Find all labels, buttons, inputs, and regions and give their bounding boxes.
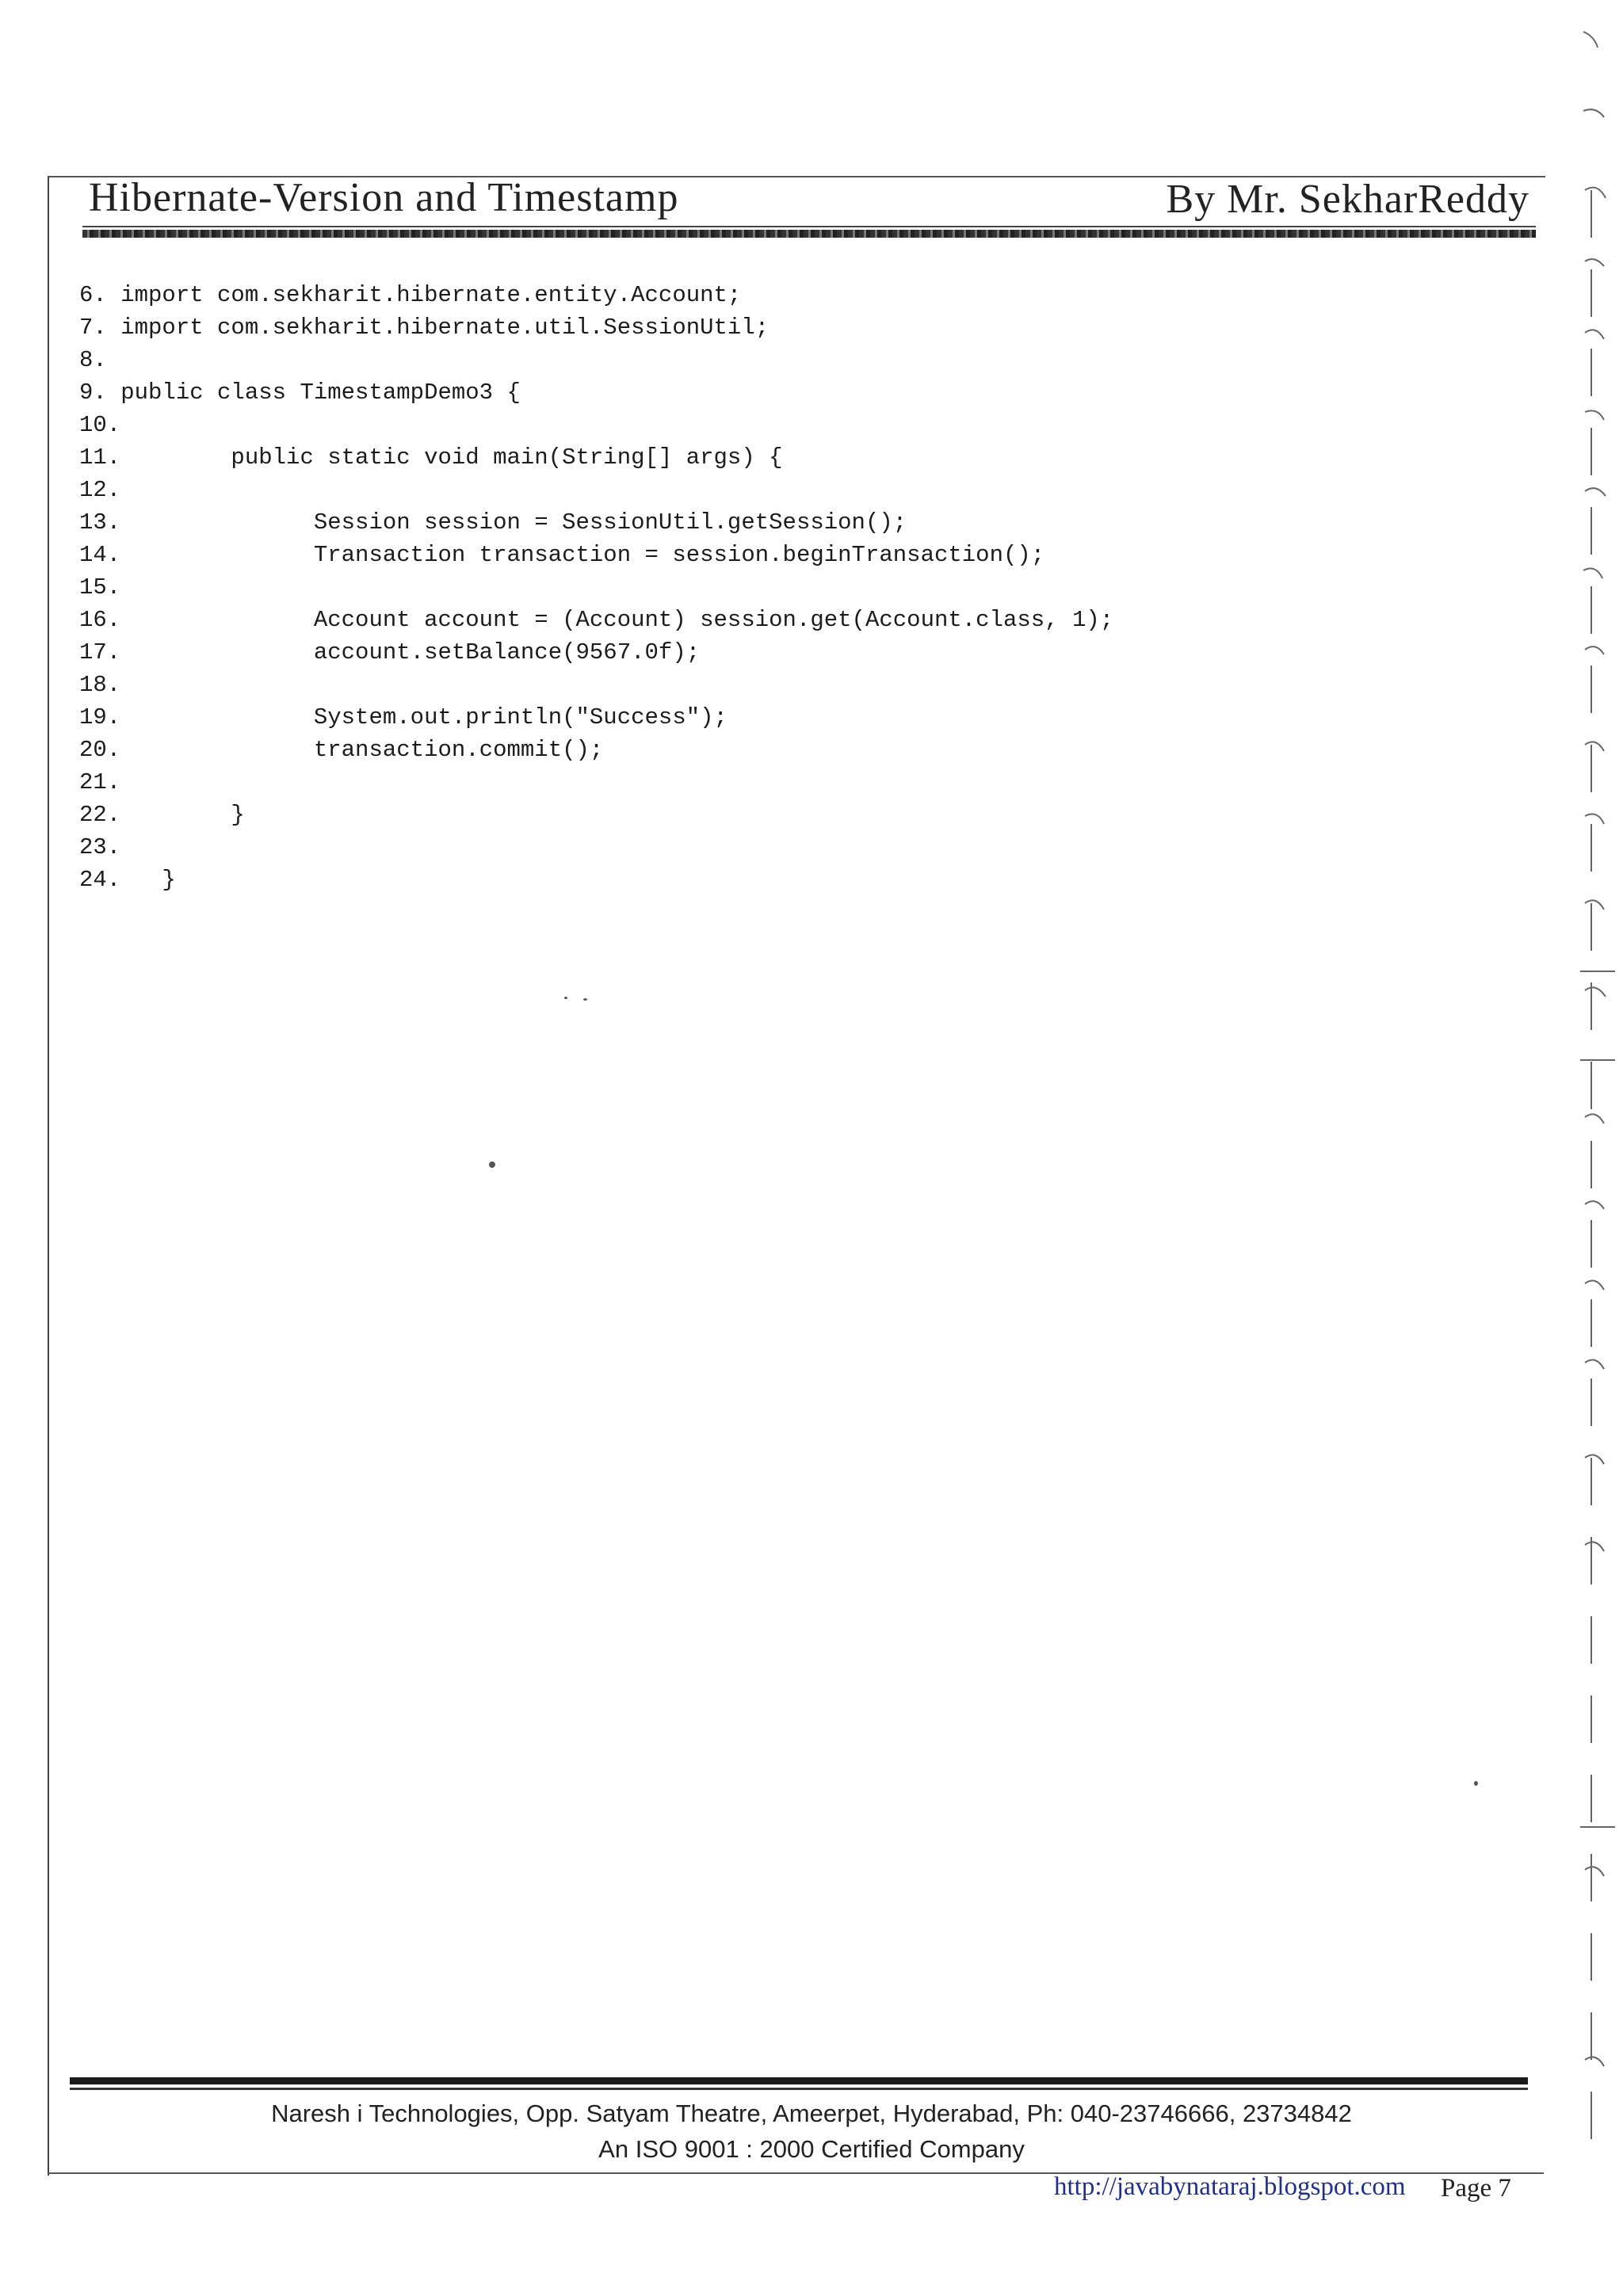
- code-line: 23.: [79, 834, 121, 860]
- footer-address: Naresh i Technologies, Opp. Satyam Theatre, Ameerpet, Hyderabad, Ph: 040-23746666, 23734842: [271, 2100, 1352, 2127]
- footer-rule: [70, 2077, 1528, 2084]
- code-line: 16. Account account = (Account) session.get(Account.class, 1);: [79, 607, 1114, 633]
- author-byline: By Mr. SekharReddy: [1166, 177, 1529, 222]
- code-line: 18.: [79, 672, 121, 698]
- code-line: 15.: [79, 574, 121, 601]
- page-number: Page 7: [1441, 2174, 1511, 2203]
- page-title: Hibernate-Version and Timestamp: [89, 175, 679, 220]
- footer-rule-thin: [70, 2088, 1528, 2090]
- code-line: 10.: [79, 412, 121, 438]
- code-line: 8.: [79, 347, 107, 373]
- scan-speck: [583, 998, 587, 1001]
- header-rule: [82, 230, 1536, 238]
- header-rule-thin: [82, 226, 1536, 227]
- code-line: 13. Session session = SessionUtil.getSession();: [79, 509, 907, 536]
- footer-certification: An ISO 9001 : 2000 Certified Company: [598, 2135, 1025, 2163]
- code-line: 17. account.setBalance(9567.0f);: [79, 639, 701, 666]
- code-line: 19. System.out.println("Success");: [79, 704, 727, 730]
- code-line: 24. }: [79, 867, 176, 893]
- code-line: 12.: [79, 477, 121, 503]
- code-line: 6. import com.sekharit.hibernate.entity.Account;: [79, 282, 742, 308]
- code-line: 22. }: [79, 802, 245, 828]
- code-listing: [79, 279, 1113, 896]
- code-line: 9. public class TimestampDemo3 {: [79, 379, 521, 406]
- code-line: 21.: [79, 769, 121, 795]
- scan-speck: [1474, 1781, 1478, 1786]
- scan-speck: [564, 997, 567, 999]
- code-line: 20. transaction.commit();: [79, 737, 604, 763]
- code-line: 14. Transaction transaction = session.beginTransaction();: [79, 542, 1045, 568]
- code-line: 7. import com.sekharit.hibernate.util.SessionUtil;: [79, 315, 769, 341]
- spiral-binding-marks: [1536, 0, 1623, 2296]
- code-line: 11. public static void main(String[] args) {: [79, 444, 783, 471]
- blog-link[interactable]: http://javabynataraj.blogspot.com: [1054, 2172, 1406, 2201]
- scan-speck: [489, 1161, 495, 1168]
